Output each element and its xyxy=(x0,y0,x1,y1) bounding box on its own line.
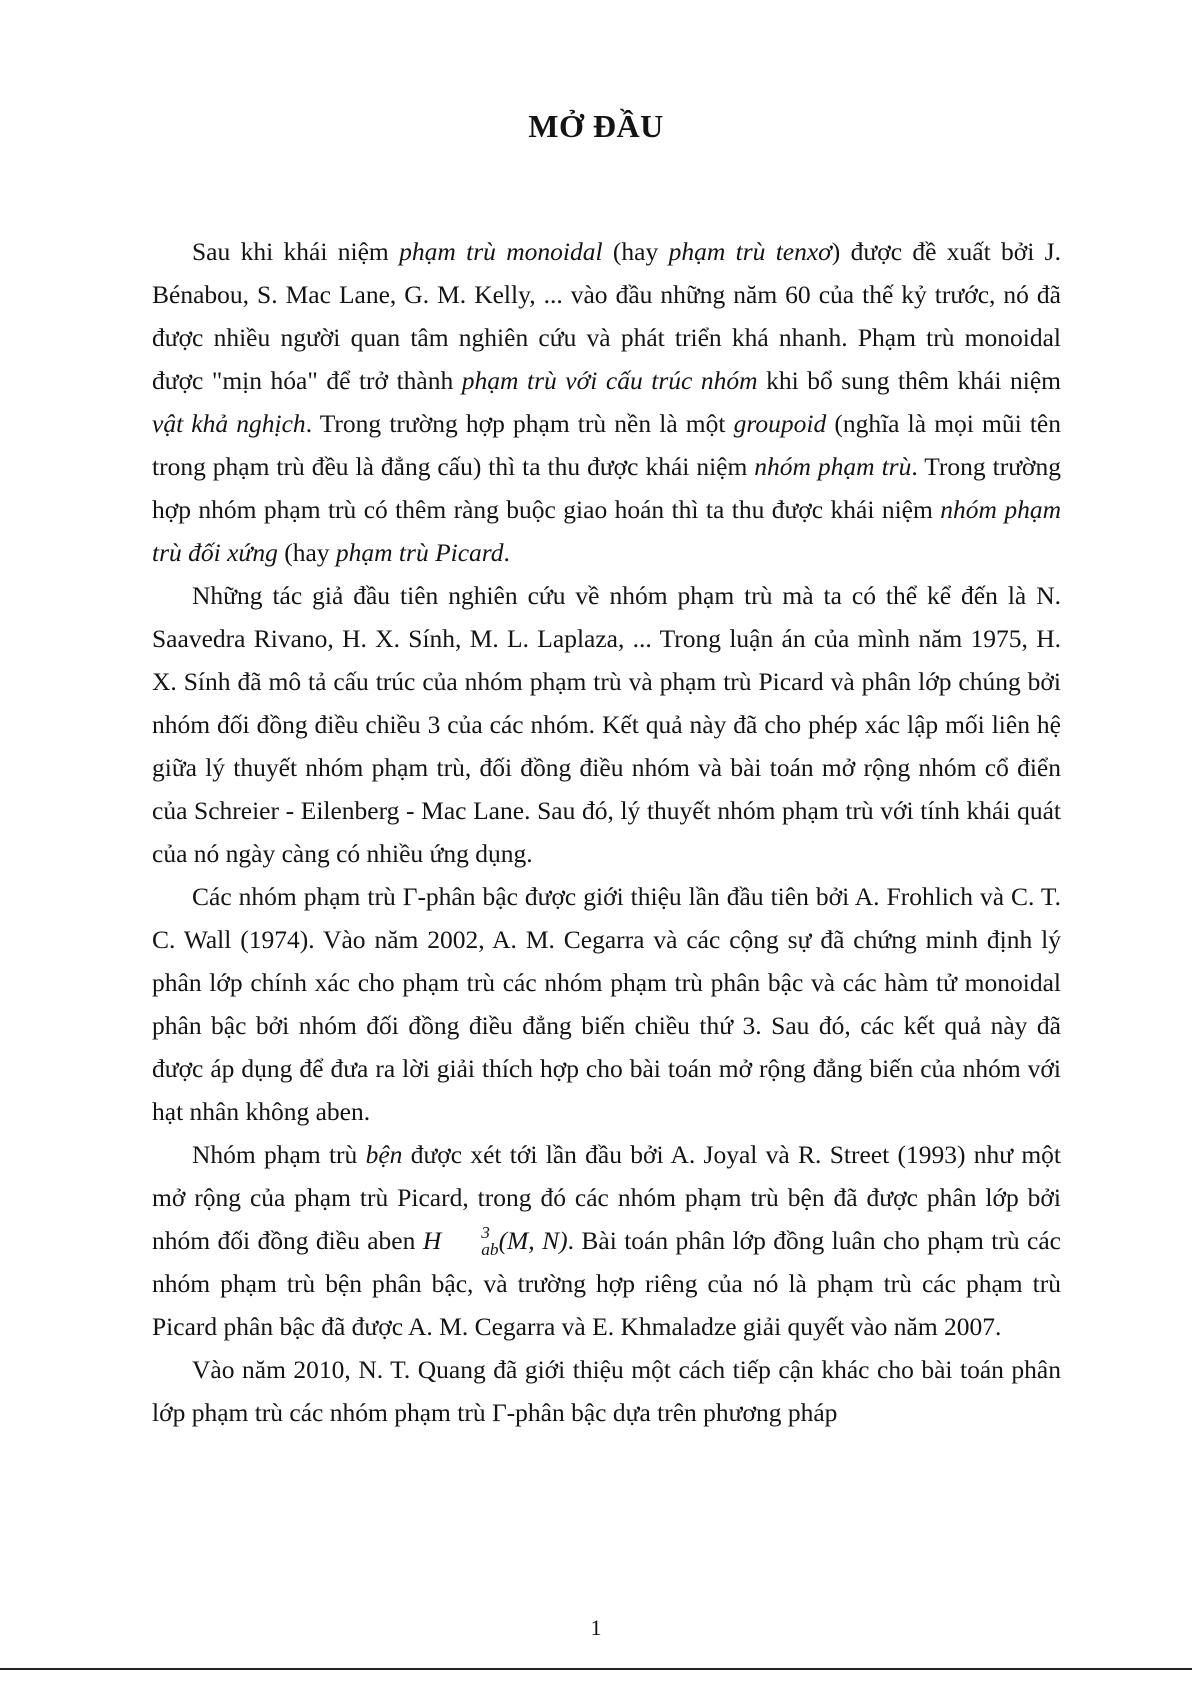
text-run: . Bài toán phân lớp đồng luân cho phạm trù các nhóm phạm trù bện phân bậc, và trường hợp riêng của nó là phạm trù các phạm trù Picard phân bậc đã được A. M. Cegarra và E. Khmaladze giải quyết vào năm 2007. xyxy=(152,1226,1062,1341)
math-scripts xyxy=(441,1224,498,1259)
paragraph-4 xyxy=(152,1133,1061,1348)
text-run: Sau khi khái niệm xyxy=(192,237,400,266)
text-run: . xyxy=(503,538,510,567)
math-cohomology-group xyxy=(422,1222,568,1260)
italic-term: phạm trù Picard xyxy=(335,538,504,567)
page-number: 1 xyxy=(590,1615,602,1640)
bottom-divider xyxy=(0,1668,1192,1670)
italic-term: vật khả nghịch xyxy=(152,409,306,438)
italic-term: nhóm phạm trù xyxy=(754,452,912,481)
body-text xyxy=(152,230,1061,1434)
text-run: (hay xyxy=(277,538,336,567)
math-base: H xyxy=(422,1226,442,1255)
text-run: khi bổ sung thêm khái niệm xyxy=(757,366,1061,395)
italic-term: phạm trù với cấu trúc nhóm xyxy=(461,366,758,395)
text-run: được xét tới lần đầu bởi A. Joyal và R. Street (1993) như một mở rộng của phạm trù Picard, trong đó các nhóm phạm trù bện đã được phân lớp bởi nhóm đối đồng điều aben xyxy=(152,1140,1061,1255)
italic-term: bện xyxy=(365,1140,403,1169)
text-run: ) được đề xuất bởi J. Bénabou, S. Mac Lane, G. M. Kelly, ... vào đầu những năm 60 của thế kỷ trước, nó đã được nhiều người quan tâm nghiên cứu và phát triển khá nhanh. Phạm trù monoidal được "mịn hóa" để trở thành xyxy=(152,237,1061,395)
page-title: MỞ ĐẦU xyxy=(528,108,664,144)
text-run: Nhóm phạm trù xyxy=(192,1140,366,1169)
paragraph-1 xyxy=(152,230,1061,574)
text-run: . Trong trường hợp phạm trù nền là một xyxy=(305,409,734,438)
paragraph-3: Các nhóm phạm trù Γ-phân bậc được giới thiệu lần đầu tiên bởi A. Frohlich và C. T. C. Wall (1974). Vào năm 2002, A. M. Cegarra và các cộng sự đã chứng minh định lý phân lớp chính xác cho phạm trù các nhóm phạm trù phân bậc và các hàm tử monoidal phân bậc bởi nhóm đối đồng điều đẳng biến chiều thứ 3. Sau đó, các kết quả này đã được áp dụng để đưa ra lời giải thích hợp cho bài toán mở rộng đẳng biến của nhóm với hạt nhân không aben. xyxy=(152,882,1061,1126)
text-run: (hay xyxy=(602,237,669,266)
italic-term: phạm trù tenxơ xyxy=(668,237,832,266)
paragraph-2: Những tác giả đầu tiên nghiên cứu về nhóm phạm trù mà ta có thể kể đến là N. Saavedra Rivano, H. X. Sính, M. L. Laplaza, ... Trong luận án của mình năm 1975, H. X. Sính đã mô tả cấu trúc của nhóm phạm trù và phạm trù Picard và phân lớp chúng bởi nhóm đối đồng điều chiều 3 của các nhóm. Kết quả này đã cho phép xác lập mối liên hệ giữa lý thuyết nhóm phạm trù, đối đồng điều nhóm và bài toán mở rộng nhóm cổ điển của Schreier - Eilenberg - Mac Lane. Sau đó, lý thuyết nhóm phạm trù với tính khái quát của nó ngày càng có nhiều ứng dụng. xyxy=(152,581,1061,868)
paragraph-5: Vào năm 2010, N. T. Quang đã giới thiệu một cách tiếp cận khác cho bài toán phân lớp phạm trù các nhóm phạm trù Γ-phân bậc dựa trên phương pháp xyxy=(152,1355,1061,1427)
text-run: . Trong trường hợp nhóm phạm trù có thêm ràng buộc giao hoán thì ta thu được khái niệm xyxy=(152,452,1062,524)
text-run: (nghĩa là mọi mũi tên trong phạm trù đều là đẳng cấu) thì ta thu được khái niệm xyxy=(152,409,1062,481)
math-arguments: (M, N) xyxy=(498,1226,568,1255)
math-superscript: 3 xyxy=(481,1222,490,1242)
italic-term: phạm trù monoidal xyxy=(399,237,603,266)
italic-term: nhóm phạm trù đối xứng xyxy=(152,495,1061,567)
italic-term: groupoid xyxy=(733,409,827,438)
math-subscript: ab xyxy=(481,1240,499,1260)
